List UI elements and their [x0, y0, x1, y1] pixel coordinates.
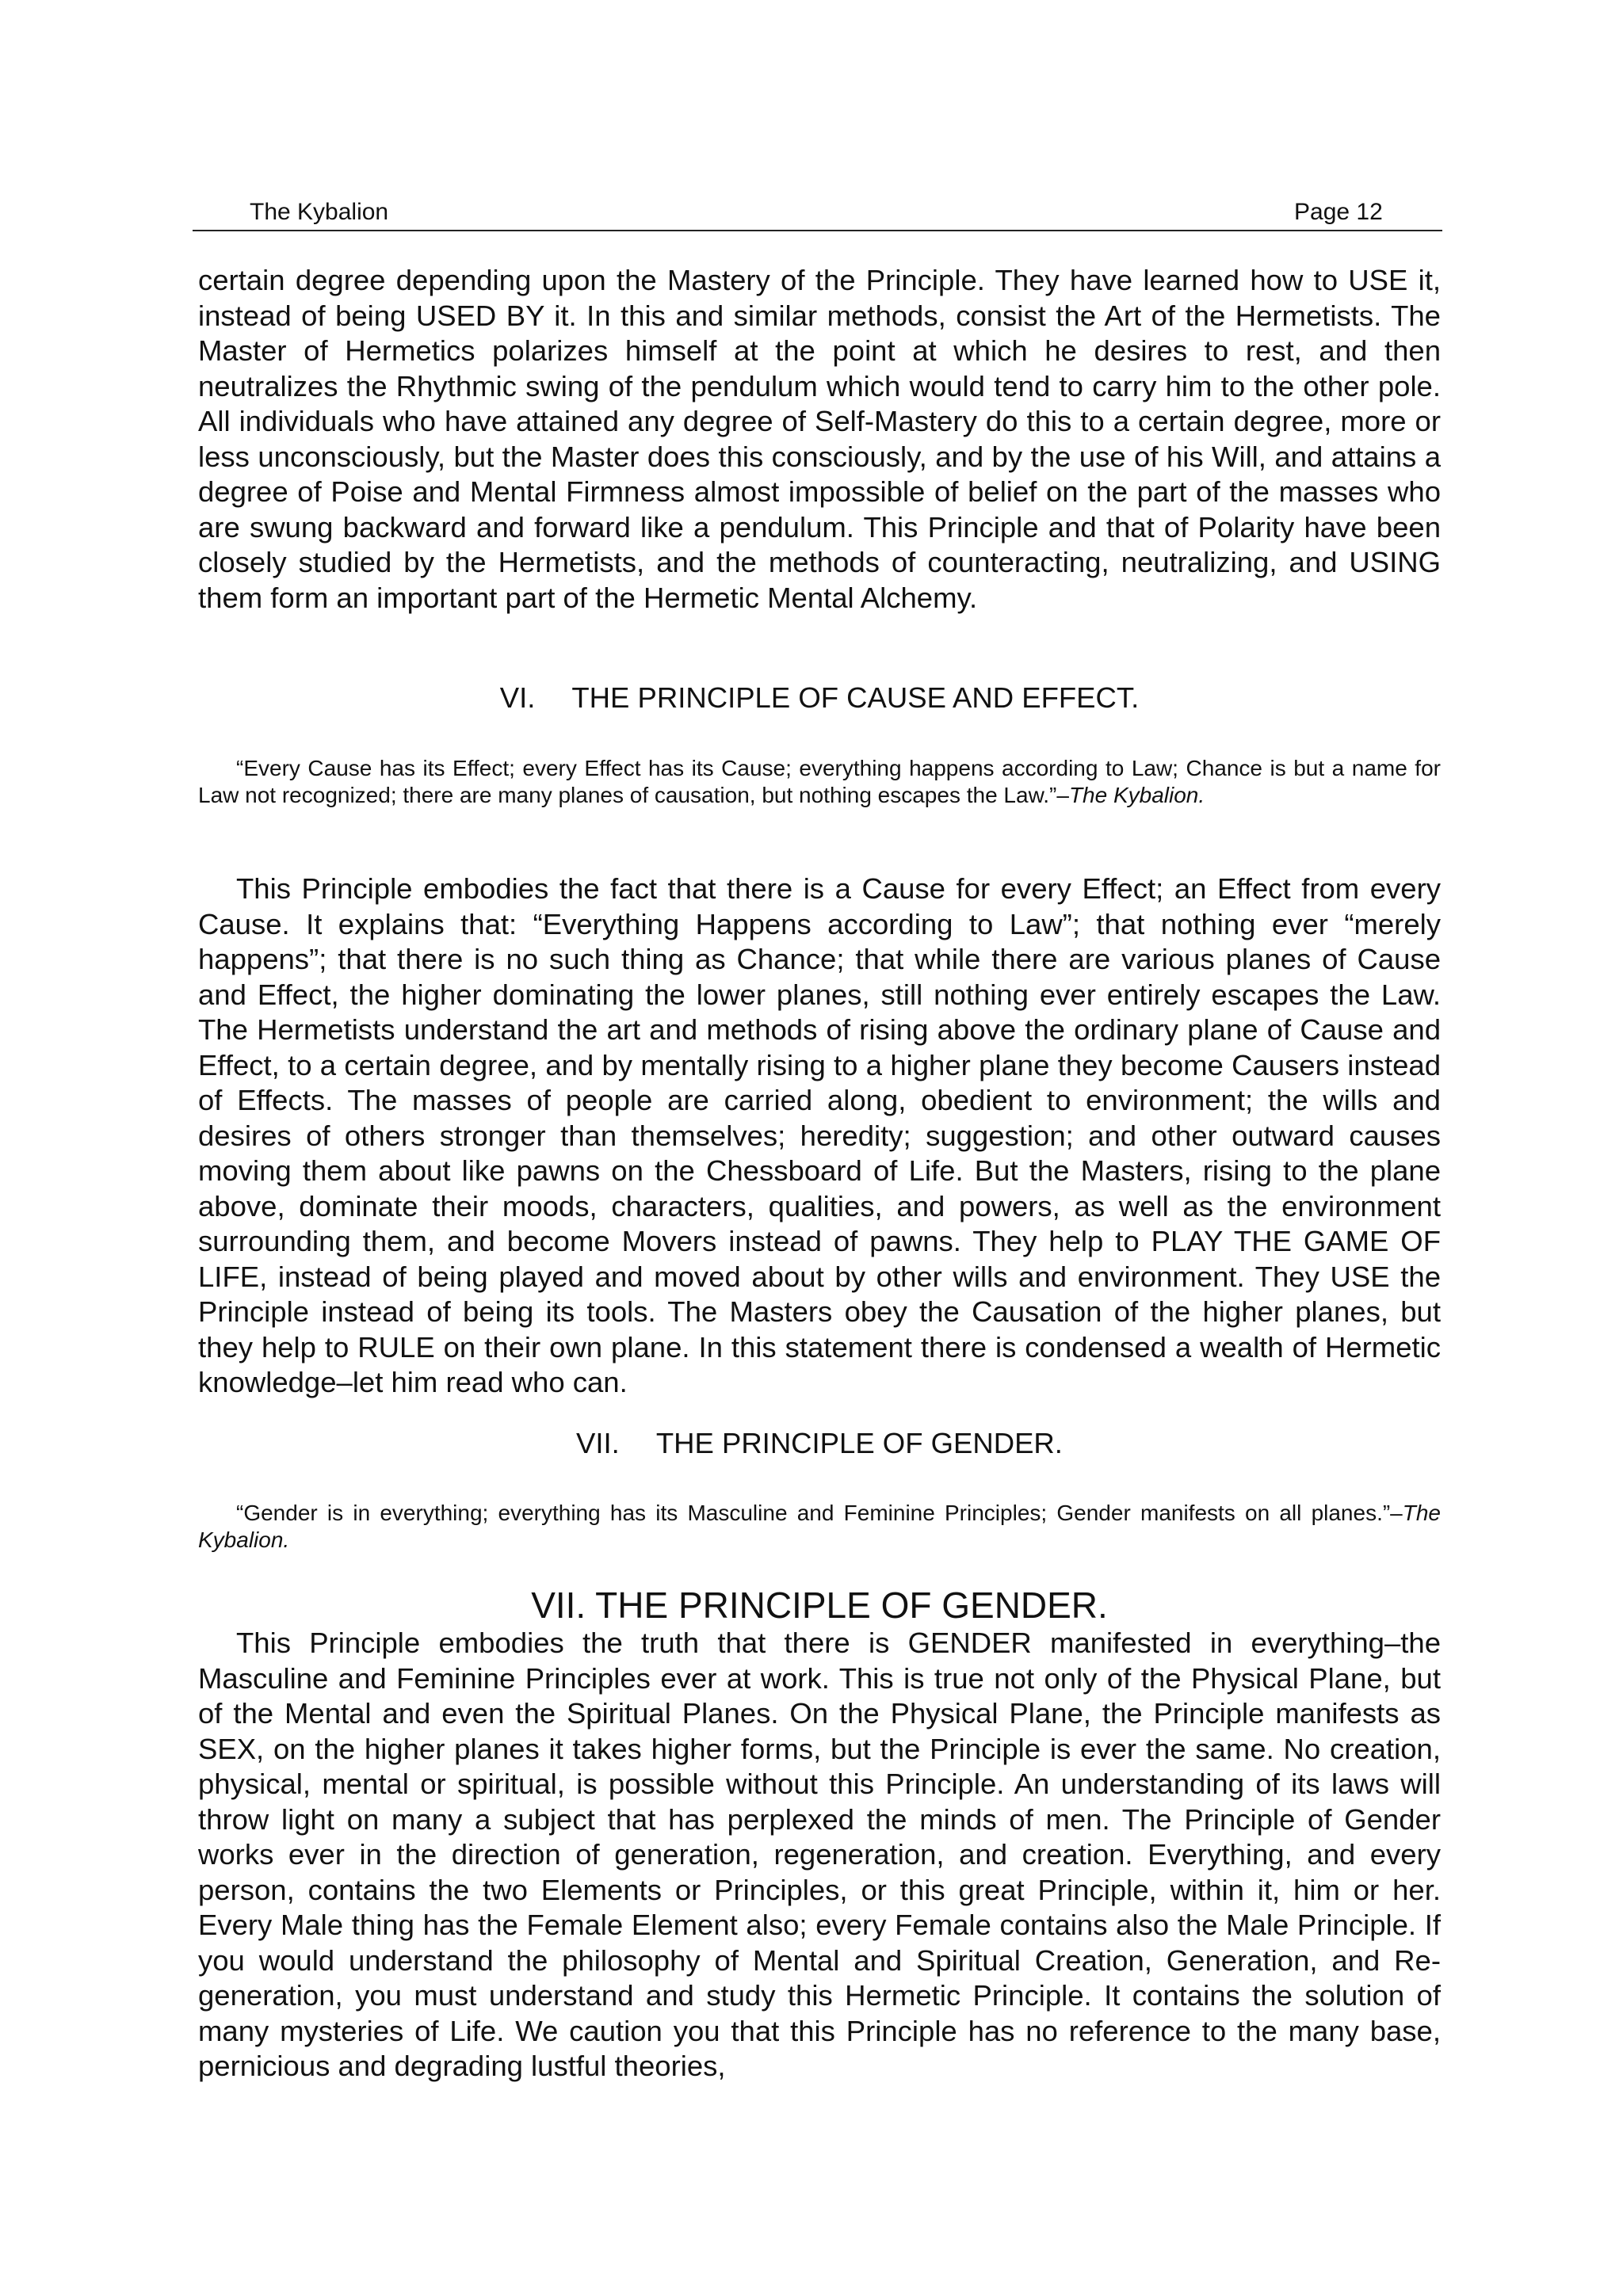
section-number: VI.: [499, 681, 536, 714]
large-section-heading-gender: VII. THE PRINCIPLE OF GENDER.: [531, 1585, 1108, 1626]
epigraph-text: “Every Cause has its Effect; every Effect has its Cause; everything happens according to Law; Chance is but a name for Law not recognized; there are many planes of causation, but nothing escapes the Law.”–: [198, 756, 1441, 807]
epigraph-text: “Gender is in everything; everything has its Masculine and Feminine Principles; Gender manifests on all planes.”–: [236, 1501, 1403, 1525]
paragraph-rhythm-continuation: [198, 263, 1441, 616]
running-header: [193, 195, 1442, 231]
paragraph-cause-effect: [198, 871, 1441, 1401]
section-heading-cause-effect: [198, 681, 1441, 715]
header-book-title: The Kybalion: [250, 199, 389, 225]
paragraph-text: This Principle embodies the fact that there is a Cause for every Effect; an Effect from every Cause. It explains that: “Everything Happens according to Law”; that nothing ever “merely happens”; that there is no such thing as Chance; that while there are various planes of Cause and Effect, the higher dominating the lower planes, still nothing ever entirely escapes the Law. The Hermetists understand the art and methods of rising above the ordinary plane of Cause and Effect, to a certain degree, and by mentally rising to a higher plane they become Causers instead of Effects. The masses of people are carried along, obedient to environment; the wills and desires of others stronger than themselves; heredity; suggestion; and other outward causes moving them about like pawns on the Chessboard of Life. But the Masters, rising to the plane above, dominate their moods, characters, qualities, and powers, as well as the environment surrounding them, and become Movers instead of pawns. They help to PLAY THE GAME OF LIFE, instead of being played and moved about by other wills and environment. They USE the Principle instead of being its tools. The Masters obey the Causation of the higher planes, but they help to RULE on their own plane. In this statement there is condensed a wealth of Hermetic knowledge–let him read who can.: [198, 872, 1441, 1398]
epigraph-cause-effect: [198, 755, 1441, 809]
paragraph-gender: [198, 1626, 1441, 2084]
section-number: VII.: [576, 1427, 620, 1459]
paragraph-text: certain degree depending upon the Mastery of the Principle. They have learned how to USE it, instead of being USED BY it. In this and similar methods, consist the Art of the Hermetists. The Master of Hermetics polarizes himself at the point at which he desires to rest, and then neutralizes the Rhythmic swing of the pendulum which would tend to carry him to the other pole. All individuals who have attained any degree of Self-Mastery do this to a certain degree, more or less unconsciously, but the Master does this consciously, and by the use of his Will, and attains a degree of Poise and Mental Firmness almost impossible of belief on the part of the masses who are swung backward and forward like a pendulum. This Principle and that of Polarity have been closely studied by the Hermetists, and the methods of counteracting, neutralizing, and USING them form an important part of the Hermetic Mental Alchemy.: [198, 264, 1441, 614]
section-heading-gender: [198, 1426, 1441, 1461]
epigraph-source: The Kybalion.: [1068, 783, 1205, 807]
section-title: THE PRINCIPLE OF CAUSE AND EFFECT.: [571, 681, 1140, 714]
epigraph-gender: [198, 1500, 1441, 1554]
epigraph-source: The Kybalion.: [198, 1501, 1441, 1552]
paragraph-text: This Principle embodies the truth that there is GENDER manifested in everything–the Masculine and Feminine Principles ever at work. This is true not only of the Physical Plane, but of the Mental and even the Spiritual Planes. On the Physical Plane, the Principle manifests as SEX, on the higher planes it takes higher forms, but the Principle is ever the same. No creation, physical, mental or spiritual, is possible without this Principle. An understanding of its laws will throw light on many a subject that has perplexed the minds of men. The Principle of Gender works ever in the direction of generation, regeneration, and creation. Everything, and every person, contains the two Elements or Principles, or this great Principle, within it, him or her. Every Male thing has the Female Element also; every Female contains also the Male Principle. If you would understand the philosophy of Mental and Spiritual Creation, Generation, and Re-generation, you must understand and study this Hermetic Principle. It contains the solution of many mysteries of Life. We caution you that this Principle has no reference to the many base, pernicious and degrading lustful theories,: [198, 1627, 1441, 2082]
header-page-number: Page 12: [1294, 199, 1383, 225]
section-title: THE PRINCIPLE OF GENDER.: [655, 1427, 1063, 1459]
